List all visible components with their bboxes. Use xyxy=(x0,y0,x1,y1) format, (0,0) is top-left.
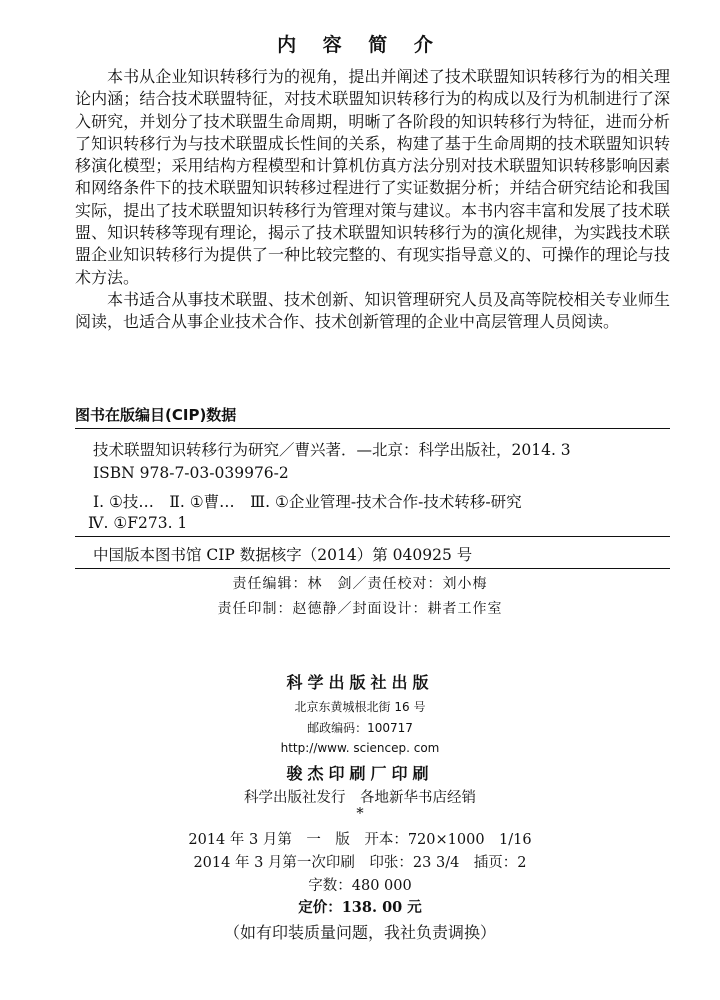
cip-subjects: Ⅰ. ①技… Ⅱ. ①曹… Ⅲ. ①企业管理-技术合作-技术转移-研究 xyxy=(93,493,522,511)
printing-line: 2014 年 3 月第一次印刷 印张：23 3/4 插页：2 xyxy=(193,855,527,871)
cip-isbn: ISBN 978-7-03-039976-2 xyxy=(93,464,289,482)
divider xyxy=(75,428,670,429)
page-title: 内 容 简 介 xyxy=(277,34,443,56)
responsibility-line-1: 责任编辑：林 剑／责任校对：刘小梅 xyxy=(232,576,488,592)
divider xyxy=(75,536,670,537)
website-link[interactable]: http://www. sciencep. com xyxy=(280,741,440,755)
cip-number: 中国版本图书馆 CIP 数据核字（2014）第 040925 号 xyxy=(93,546,473,564)
publisher-address: 北京东黄城根北街 16 号 xyxy=(294,700,426,714)
word-count: 字数：480 000 xyxy=(308,878,412,894)
separator-star: * xyxy=(356,806,364,822)
cip-classification: Ⅳ. ①F273. 1 xyxy=(88,514,188,532)
quality-notice: （如有印装质量问题，我社负责调换） xyxy=(223,923,496,942)
intro-body xyxy=(75,66,670,334)
edition-line: 2014 年 3 月第 一 版 开本：720×1000 1/16 xyxy=(188,832,532,848)
printer-line: 骏杰印刷厂印刷 xyxy=(286,764,434,783)
intro-paragraph: 本书适合从事技术联盟、技术创新、知识管理研究人员及高等院校相关专业师生阅读，也适合从事企业技术合作、技术创新管理的企业中高层管理人员阅读。 xyxy=(75,289,670,332)
postcode: 邮政编码：100717 xyxy=(307,721,413,735)
publisher-line: 科学出版社出版 xyxy=(286,673,434,692)
intro-paragraph: 本书从企业知识转移行为的视角，提出并阐述了技术联盟知识转移行为的相关理论内涵；结合技术联盟特征，对技术联盟知识转移行为的构成以及行为机制进行了深入研究，并划分了技术联盟生命周期，明晰了各阶段的知识转移行为特征，进而分析了知识转移行为与技术联盟成长性间的关系，构建了基于生命周期的技术联盟知识转移演化模型；采用结构方程模型和计算机仿真方法分别对技术联盟知识转移影响因素和网络条件下的技术联盟知识转移过程进行了实证数据分析；并结合研究结论和我国实际，提出了技术联盟知识转移行为管理对策与建议。本书内容丰富和发展了技术联盟、知识转移等现有理论，揭示了技术联盟知识转移行为的演化规律，为实践技术联盟企业知识转移行为提供了一种比较完整的、有现实指导意义的、可操作的理论与技术方法。 xyxy=(75,67,670,287)
cip-heading: 图书在版编目(CIP)数据 xyxy=(75,406,237,424)
divider xyxy=(75,568,670,569)
cip-title-line: 技术联盟知识转移行为研究／曹兴著．—北京：科学出版社，2014. 3 xyxy=(93,441,571,459)
distribution-line: 科学出版社发行 各地新华书店经销 xyxy=(244,790,476,806)
responsibility-line-2: 责任印制：赵德静／封面设计：耕者工作室 xyxy=(217,601,503,617)
price: 定价：138. 00 元 xyxy=(298,899,422,916)
